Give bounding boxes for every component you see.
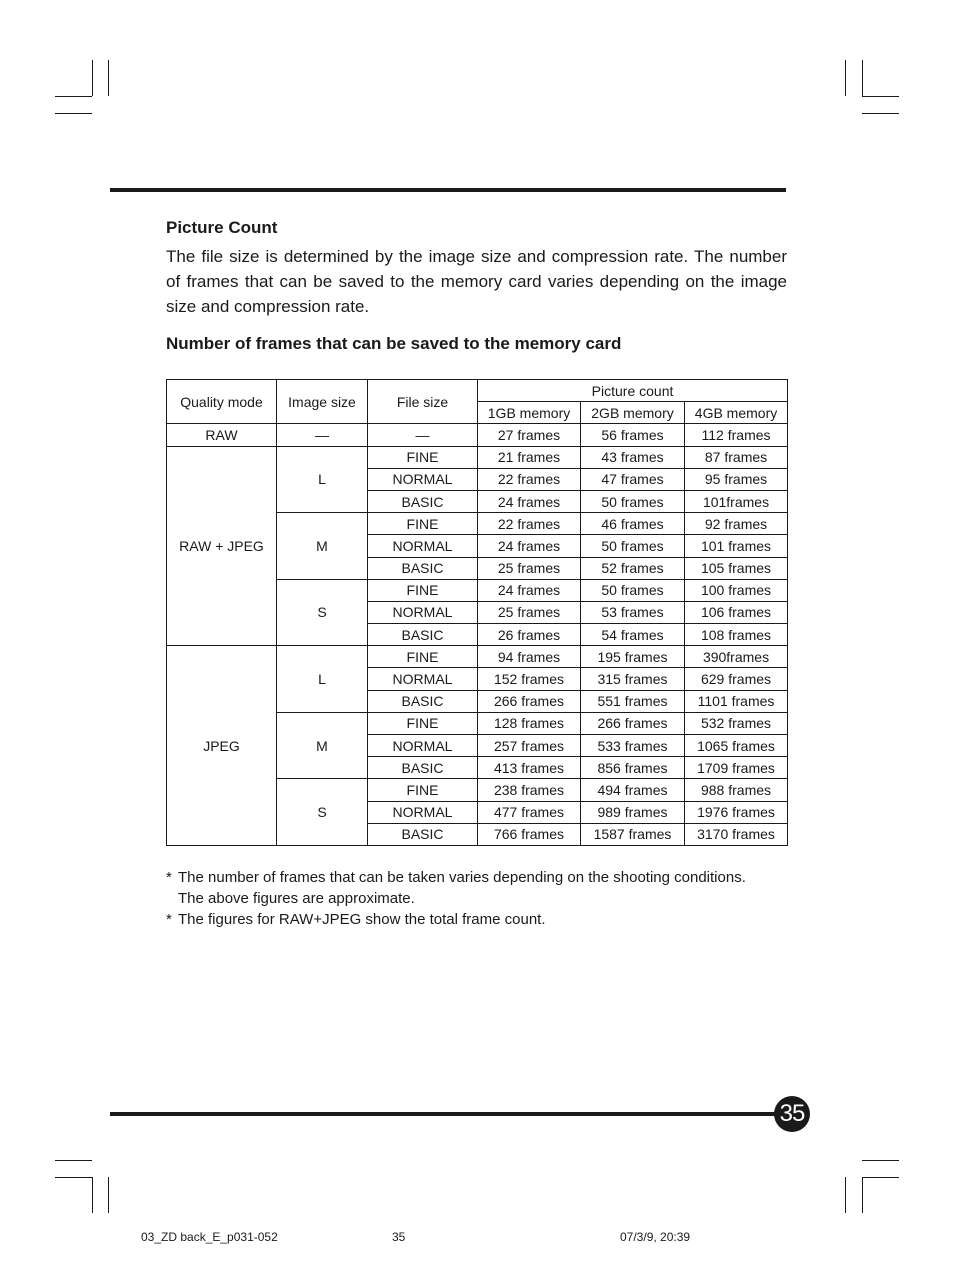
cell-1gb: 26 frames — [478, 624, 581, 646]
cell-2gb: 52 frames — [581, 557, 685, 579]
cell-1gb: 24 frames — [478, 535, 581, 557]
cell-4gb: 532 frames — [685, 712, 788, 734]
section-content — [166, 216, 787, 356]
table-row — [167, 446, 788, 468]
cell-1gb: 266 frames — [478, 690, 581, 712]
cell-file-size: BASIC — [368, 490, 478, 512]
table-title: Number of frames that can be saved to the memory card — [166, 334, 622, 353]
table-body — [167, 380, 788, 846]
cell-file-size: NORMAL — [368, 801, 478, 823]
cell-2gb: 50 frames — [581, 579, 685, 601]
cell-file-size: BASIC — [368, 757, 478, 779]
cell-2gb: 533 frames — [581, 735, 685, 757]
header-image-size: Image size — [277, 380, 368, 424]
cell-2gb: 494 frames — [581, 779, 685, 801]
cell-quality-mode: RAW + JPEG — [167, 446, 277, 646]
crop-mark — [108, 60, 109, 96]
crop-mark — [55, 1160, 92, 1161]
cell-file-size: NORMAL — [368, 535, 478, 557]
cell-1gb: 27 frames — [478, 424, 581, 446]
crop-mark — [108, 1177, 109, 1213]
cell-1gb: 477 frames — [478, 801, 581, 823]
cell-image-size: L — [277, 646, 368, 713]
cell-4gb: 105 frames — [685, 557, 788, 579]
cell-file-size: FINE — [368, 779, 478, 801]
footnote-marker: * — [166, 911, 172, 928]
table-row — [167, 646, 788, 668]
header-file-size: File size — [368, 380, 478, 424]
crop-mark — [55, 113, 92, 114]
cell-1gb: 413 frames — [478, 757, 581, 779]
cell-2gb: 56 frames — [581, 424, 685, 446]
crop-mark — [862, 1177, 899, 1178]
table-header-row — [167, 380, 788, 402]
cell-quality-mode: JPEG — [167, 646, 277, 846]
table-row-raw — [167, 424, 788, 446]
cell-1gb: 24 frames — [478, 579, 581, 601]
top-rule — [110, 188, 786, 192]
cell-2gb: 1587 frames — [581, 823, 685, 845]
header-quality-mode: Quality mode — [167, 380, 277, 424]
footer-timestamp: 07/3/9, 20:39 — [620, 1230, 691, 1244]
header-picture-count: Picture count — [478, 380, 788, 402]
cell-image-size: L — [277, 446, 368, 513]
cell-2gb: 195 frames — [581, 646, 685, 668]
cell-1gb: 21 frames — [478, 446, 581, 468]
crop-mark — [55, 1177, 92, 1178]
cell-1gb: 766 frames — [478, 823, 581, 845]
cell-2gb: 46 frames — [581, 513, 685, 535]
footnote — [166, 867, 791, 909]
footnote-line: The number of frames that can be taken varies depending on the shooting conditions. — [178, 869, 746, 886]
footnote-line: The above figures are approximate. — [178, 890, 415, 907]
cell-2gb: 266 frames — [581, 712, 685, 734]
footnote-marker: * — [166, 869, 172, 886]
footnote — [166, 909, 791, 930]
cell-2gb: 53 frames — [581, 601, 685, 623]
header-2gb-memory: 2GB memory — [581, 402, 685, 424]
cell-1gb: 94 frames — [478, 646, 581, 668]
cell-1gb: 128 frames — [478, 712, 581, 734]
cell-4gb: 101 frames — [685, 535, 788, 557]
bottom-rule — [110, 1112, 786, 1116]
cell-file-size: BASIC — [368, 690, 478, 712]
cell-2gb: 989 frames — [581, 801, 685, 823]
cell-file-size: BASIC — [368, 823, 478, 845]
cell-1gb: 257 frames — [478, 735, 581, 757]
cell-4gb: 1709 frames — [685, 757, 788, 779]
cell-4gb: 92 frames — [685, 513, 788, 535]
footer-filename: 03_ZD back_E_p031-052 — [141, 1230, 278, 1244]
cell-file-size: FINE — [368, 646, 478, 668]
cell-4gb: 1101 frames — [685, 690, 788, 712]
cell-2gb: 47 frames — [581, 468, 685, 490]
cell-4gb: 87 frames — [685, 446, 788, 468]
cell-2gb: 315 frames — [581, 668, 685, 690]
cell-1gb: 238 frames — [478, 779, 581, 801]
footer-page: 35 — [392, 1230, 406, 1244]
crop-mark — [845, 60, 846, 96]
cell-image-size: M — [277, 712, 368, 779]
cell-4gb: 101frames — [685, 490, 788, 512]
cell-4gb: 1065 frames — [685, 735, 788, 757]
crop-mark — [862, 1160, 899, 1161]
cell-file-size: NORMAL — [368, 601, 478, 623]
cell-1gb: 22 frames — [478, 468, 581, 490]
cell-file-size: NORMAL — [368, 668, 478, 690]
picture-count-table — [166, 379, 788, 846]
cell-4gb: 988 frames — [685, 779, 788, 801]
section-title: Picture Count — [166, 218, 278, 237]
crop-mark — [92, 1177, 93, 1213]
crop-mark — [55, 96, 92, 97]
cell-quality-mode: RAW — [167, 424, 277, 446]
cell-2gb: 856 frames — [581, 757, 685, 779]
crop-mark — [92, 60, 93, 96]
page-number-badge: 35 — [774, 1096, 810, 1132]
cell-image-size: S — [277, 579, 368, 646]
cell-2gb: 50 frames — [581, 490, 685, 512]
footnote-line: The figures for RAW+JPEG show the total frame count. — [178, 911, 546, 928]
cell-4gb: 112 frames — [685, 424, 788, 446]
cell-1gb: 152 frames — [478, 668, 581, 690]
cell-4gb: 1976 frames — [685, 801, 788, 823]
cell-4gb: 106 frames — [685, 601, 788, 623]
header-1gb-memory: 1GB memory — [478, 402, 581, 424]
crop-mark — [862, 96, 899, 97]
intro-paragraph: The file size is determined by the image size and compression rate. The number of frames that can be saved to the memory card varies depending on the image size and compression rate. — [166, 247, 787, 316]
cell-4gb: 629 frames — [685, 668, 788, 690]
cell-2gb: 43 frames — [581, 446, 685, 468]
cell-image-size: — — [277, 424, 368, 446]
cell-1gb: 22 frames — [478, 513, 581, 535]
cell-file-size: BASIC — [368, 624, 478, 646]
cell-2gb: 50 frames — [581, 535, 685, 557]
crop-mark — [862, 60, 863, 96]
cell-file-size: FINE — [368, 513, 478, 535]
cell-image-size: M — [277, 513, 368, 580]
cell-1gb: 25 frames — [478, 557, 581, 579]
cell-file-size: NORMAL — [368, 468, 478, 490]
cell-2gb: 551 frames — [581, 690, 685, 712]
cell-file-size: NORMAL — [368, 735, 478, 757]
crop-mark — [862, 113, 899, 114]
cell-4gb: 108 frames — [685, 624, 788, 646]
cell-2gb: 54 frames — [581, 624, 685, 646]
cell-4gb: 390frames — [685, 646, 788, 668]
cell-4gb: 95 frames — [685, 468, 788, 490]
cell-1gb: 24 frames — [478, 490, 581, 512]
cell-file-size: FINE — [368, 446, 478, 468]
crop-mark — [845, 1177, 846, 1213]
cell-image-size: S — [277, 779, 368, 846]
cell-4gb: 3170 frames — [685, 823, 788, 845]
cell-file-size: FINE — [368, 712, 478, 734]
header-4gb-memory: 4GB memory — [685, 402, 788, 424]
cell-4gb: 100 frames — [685, 579, 788, 601]
cell-file-size: FINE — [368, 579, 478, 601]
footnotes — [166, 867, 791, 930]
cell-1gb: 25 frames — [478, 601, 581, 623]
cell-file-size: BASIC — [368, 557, 478, 579]
cell-file-size: — — [368, 424, 478, 446]
crop-mark — [862, 1177, 863, 1213]
